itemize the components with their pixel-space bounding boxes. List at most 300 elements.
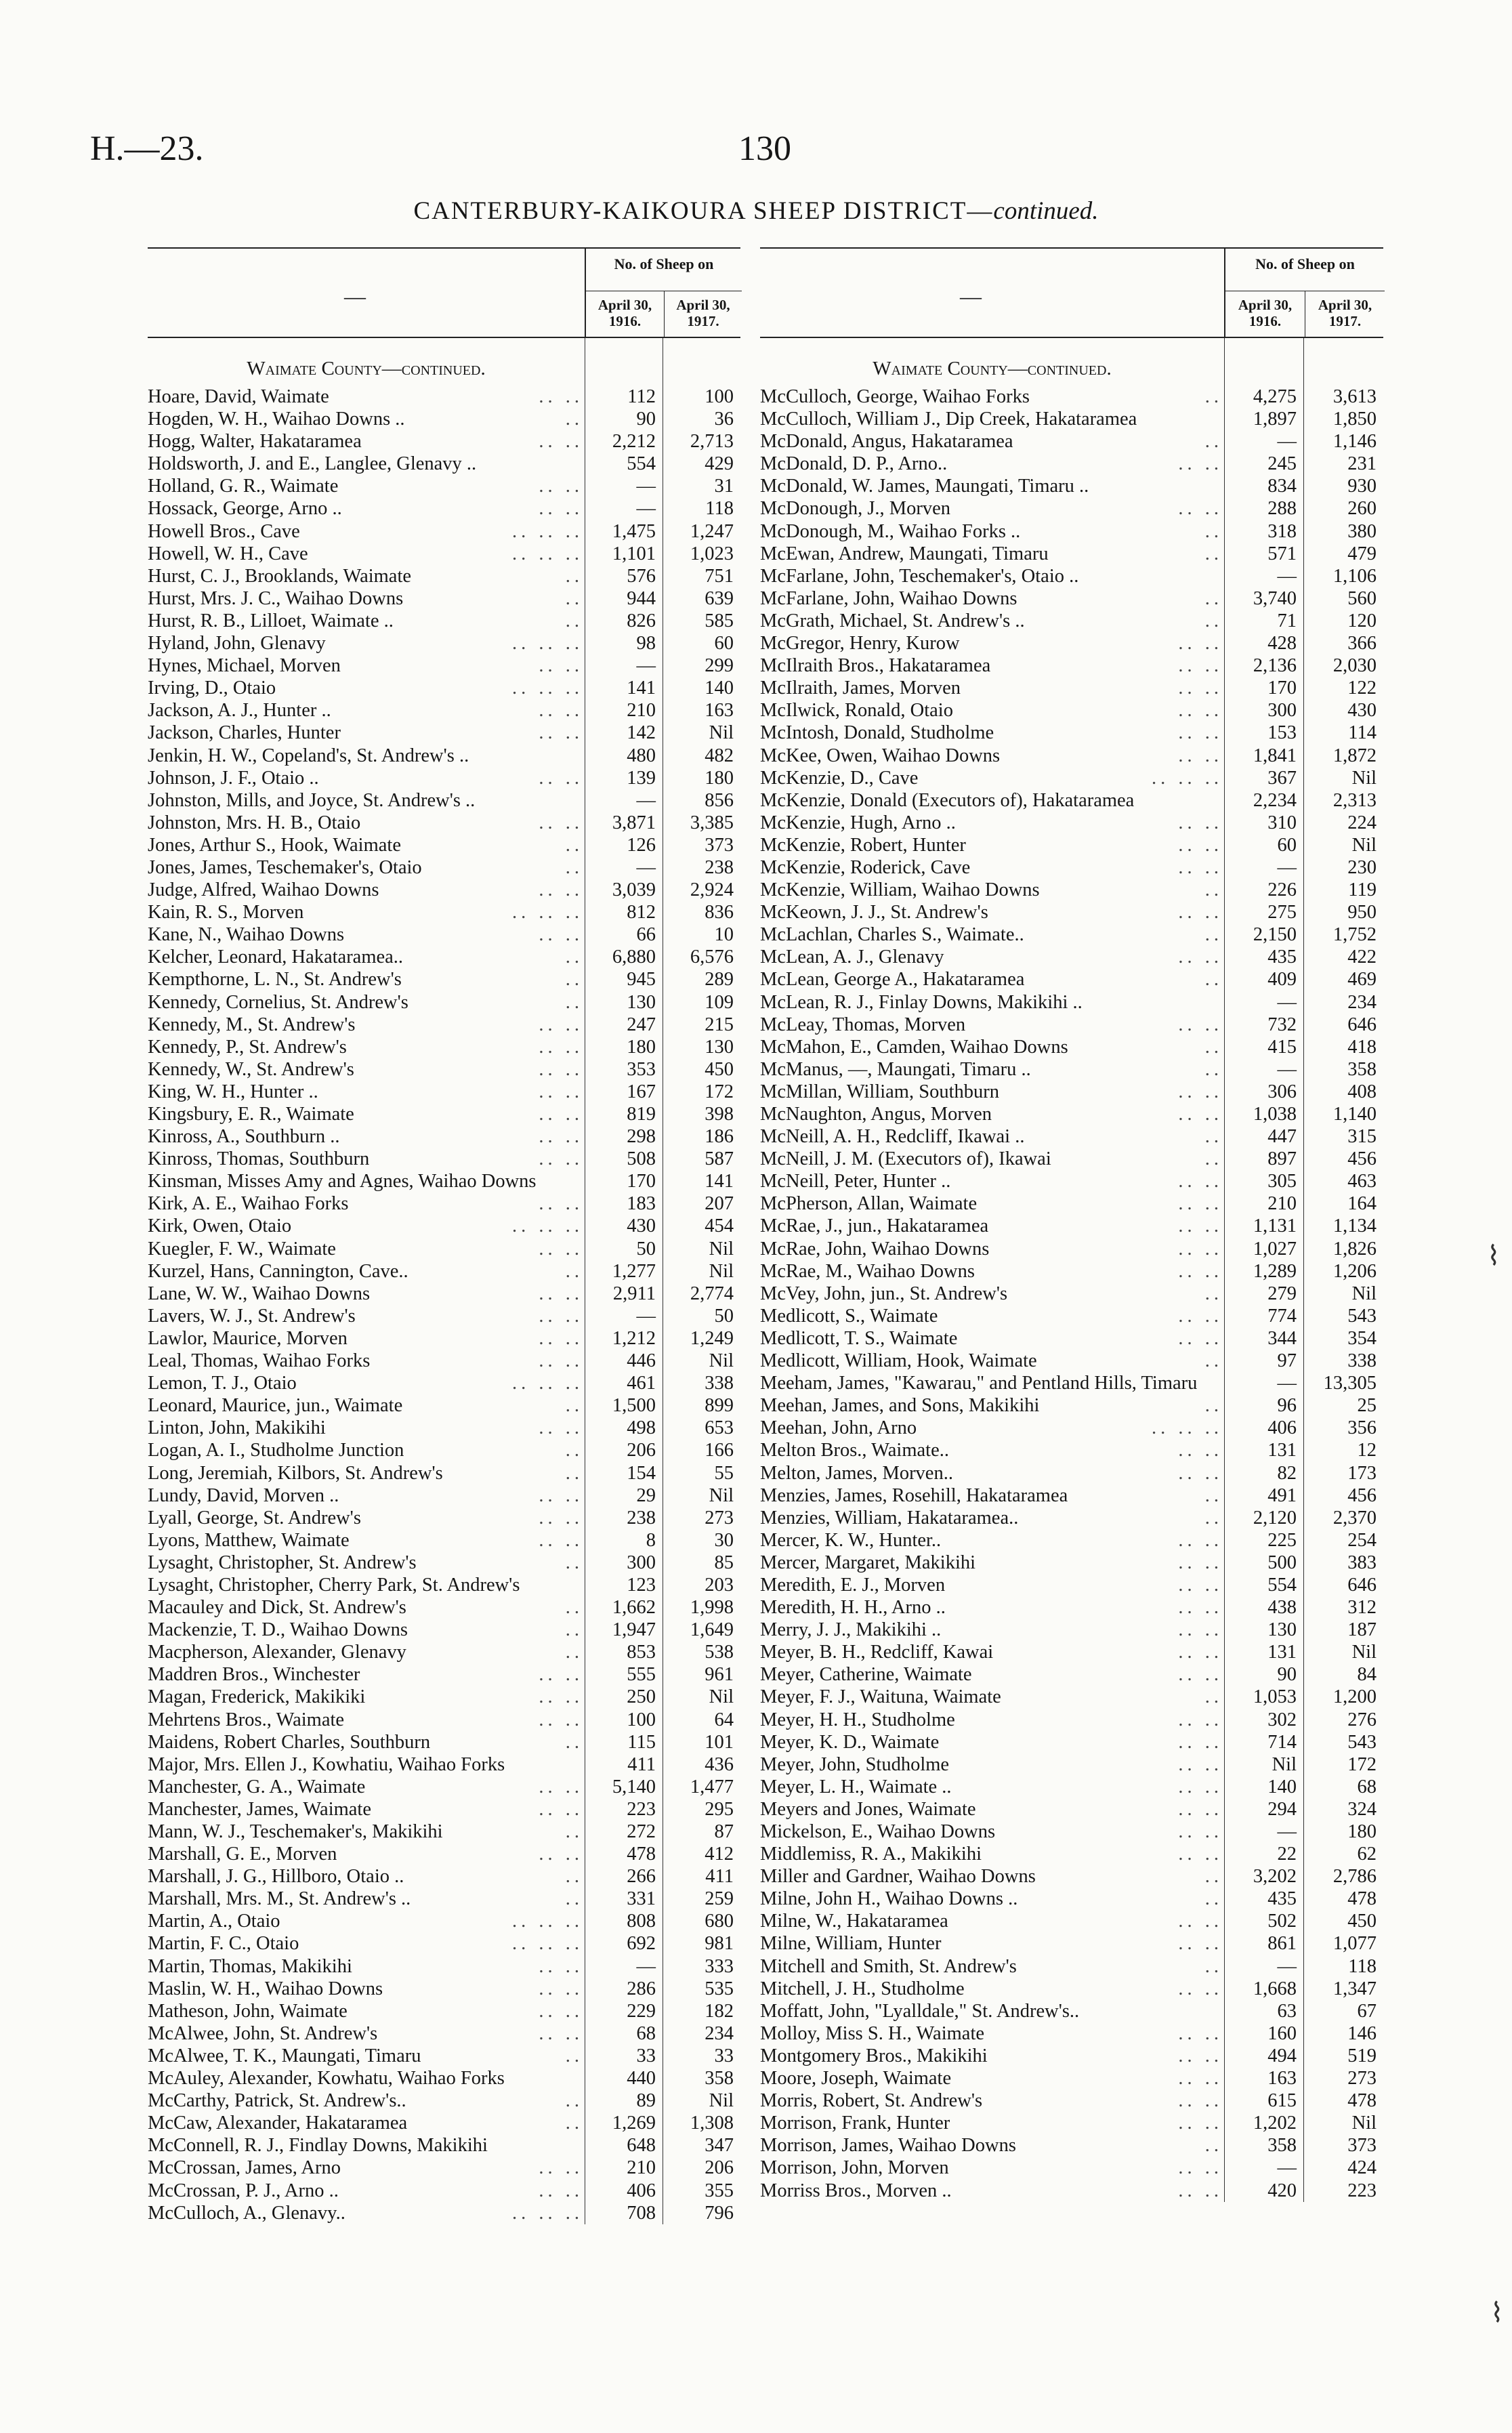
sheep-1916: 288 <box>1267 498 1297 520</box>
leader-dots: .. .. <box>536 1843 583 1865</box>
sheep-1917: 358 <box>1347 1058 1377 1080</box>
table-row <box>148 1327 740 1350</box>
sheep-1917: 436 <box>705 1753 734 1775</box>
holder-name <box>760 901 1224 923</box>
sheep-1917: 118 <box>705 498 734 520</box>
sheep-1917: 338 <box>1347 1350 1377 1372</box>
holder-name <box>148 1125 585 1148</box>
sheep-1916: 140 <box>1267 1776 1297 1797</box>
table-row <box>760 1888 1383 1910</box>
leader-dots: .. <box>1202 1148 1223 1170</box>
sheep-1916: 142 <box>627 722 656 744</box>
leader-dots: .. .. <box>1175 1439 1223 1461</box>
holder-name-text: McNaughton, Angus, Morven <box>760 1104 992 1125</box>
sheep-1916: 491 <box>1267 1484 1297 1506</box>
holder-name <box>148 1283 585 1305</box>
holder-name-text: Mercer, Margaret, Makikihi <box>760 1552 976 1573</box>
holder-name-text: Kennedy, M., St. Andrew's <box>148 1014 356 1035</box>
holder-name-text: Moore, Joseph, Waimate <box>760 2068 952 2089</box>
sheep-1916: 2,120 <box>1253 1507 1297 1529</box>
leader-dots: .. .. <box>536 2000 583 2022</box>
holder-name <box>760 2112 1224 2134</box>
sheep-1917: Nil <box>709 1484 734 1506</box>
holder-name-text: McDonald, D. P., Arno.. <box>760 453 948 475</box>
sheep-1917: 10 <box>714 924 734 946</box>
table-row <box>760 1753 1383 1776</box>
leader-dots: .. .. <box>1175 1978 1223 2000</box>
table-row <box>760 2180 1383 2202</box>
table-row <box>148 1283 740 1305</box>
sheep-1916: 692 <box>627 1933 656 1955</box>
holder-name <box>148 1238 585 1260</box>
holder-name-text: Mitchell and Smith, St. Andrew's <box>760 1955 1017 1977</box>
holder-name <box>148 1731 585 1753</box>
sheep-1916: 153 <box>1267 722 1297 744</box>
holder-name-text: Menzies, William, Hakataramea.. <box>760 1507 1019 1529</box>
leader-dots: .. .. <box>1175 1014 1223 1036</box>
table-row <box>760 1014 1383 1036</box>
table-row <box>760 991 1383 1014</box>
holder-name-text: Morriss Bros., Morven .. <box>760 2180 952 2201</box>
sheep-1917: 3,613 <box>1332 386 1377 407</box>
sheep-1917: 519 <box>1347 2045 1377 2066</box>
table-row <box>760 2089 1383 2112</box>
sheep-1917: 114 <box>1348 722 1377 744</box>
holder-name-text: Manchester, G. A., Waimate <box>148 1776 366 1797</box>
holder-name <box>760 1552 1224 1574</box>
holder-name <box>148 1036 585 1058</box>
sheep-1916: 406 <box>627 2180 656 2201</box>
holder-name <box>148 1910 585 1932</box>
left-rows <box>148 386 740 2224</box>
holder-name-text: Lemon, T. J., Otaio <box>148 1373 297 1394</box>
holder-name <box>760 1932 1224 1955</box>
sheep-1916: — <box>636 789 656 811</box>
holder-name-text: Kennedy, W., St. Andrew's <box>148 1058 354 1080</box>
col-1917-heading: April 30, 1917. <box>1305 291 1385 337</box>
report-reference: H.—23. <box>90 129 204 168</box>
sheep-1916: 819 <box>627 1104 656 1125</box>
holder-name-text: McKenzie, Donald (Executors of), Hakataramea <box>760 789 1135 811</box>
holder-name-text: Leal, Thomas, Waihao Forks <box>148 1350 371 1372</box>
holder-name-text: Kurzel, Hans, Cannington, Cave.. <box>148 1260 408 1282</box>
holder-name <box>760 430 1224 453</box>
holder-name <box>148 1888 585 1910</box>
holder-name-text: McNeill, A. H., Redcliff, Ikawai .. <box>760 1126 1025 1148</box>
holder-name <box>148 543 585 565</box>
table-row <box>760 610 1383 632</box>
table-row <box>148 1686 740 1708</box>
sheep-1916: 774 <box>1267 1305 1297 1327</box>
table-row <box>148 1619 740 1641</box>
sheep-1917: 961 <box>705 1664 734 1686</box>
sheep-1916: 461 <box>627 1373 656 1394</box>
holder-name <box>760 543 1224 565</box>
holder-name-text: Marshall, G. E., Morven <box>148 1844 337 1865</box>
sheep-1917: 166 <box>705 1440 734 1461</box>
table-row <box>148 1596 740 1619</box>
table-row <box>148 767 740 789</box>
sheep-1917: 1,106 <box>1332 565 1377 587</box>
leader-dots: .. .. .. <box>509 520 583 543</box>
table-row <box>760 767 1383 789</box>
sheep-1916: 498 <box>627 1417 656 1439</box>
holder-name <box>148 1058 585 1081</box>
sheep-1917: 36 <box>714 409 734 430</box>
holder-name <box>148 1821 585 1843</box>
table-row <box>760 1910 1383 1932</box>
sheep-1916: 732 <box>1267 1014 1297 1035</box>
sheep-1916: 250 <box>627 1686 656 1708</box>
leader-dots: .. .. <box>1175 1574 1223 1596</box>
leader-dots: .. .. <box>1175 2022 1223 2045</box>
table-row <box>148 610 740 632</box>
holder-name <box>148 520 585 543</box>
sheep-1917: 230 <box>1347 856 1377 878</box>
table-row <box>148 946 740 968</box>
holder-name-text: McNeill, J. M. (Executors of), Ikawai <box>760 1148 1051 1170</box>
right-table-header <box>760 247 1383 338</box>
leader-dots: .. .. .. <box>1149 767 1223 789</box>
sheep-1917: 186 <box>705 1126 734 1148</box>
holder-name-text: Lavers, W. J., St. Andrew's <box>148 1305 356 1327</box>
holder-name <box>760 1955 1224 1978</box>
holder-name-text: Meehan, John, Arno <box>760 1417 917 1439</box>
leader-dots: .. .. .. <box>509 901 583 923</box>
sheep-1917: 646 <box>1347 1014 1377 1035</box>
holder-name-text: Molloy, Miss S. H., Waimate <box>760 2022 985 2044</box>
table-row <box>760 2134 1383 2157</box>
holder-name <box>760 991 1224 1014</box>
holder-name-text: Kuegler, F. W., Waimate <box>148 1238 336 1260</box>
table-row <box>148 812 740 834</box>
sheep-1916: 63 <box>1277 2000 1297 2022</box>
sheep-1916: 508 <box>627 1148 656 1170</box>
leader-dots: .. .. <box>1175 946 1223 968</box>
holder-name-text: Kane, N., Waihao Downs <box>148 924 345 946</box>
holder-name-text: Hurst, Mrs. J. C., Waihao Downs <box>148 587 404 609</box>
sheep-1916: 861 <box>1267 1933 1297 1955</box>
holder-name <box>148 1574 585 1596</box>
holder-name-text: Martin, Thomas, Makikihi <box>148 1955 352 1977</box>
holder-name-text: Lysaght, Christopher, Cherry Park, St. Andrew's <box>148 1574 520 1596</box>
leader-dots: .. .. <box>536 1663 583 1686</box>
holder-name-text: Holland, G. R., Waimate <box>148 476 339 497</box>
sheep-1917: 418 <box>1347 1036 1377 1058</box>
holder-name-text: Kinross, A., Southburn .. <box>148 1126 340 1148</box>
holder-name <box>760 2045 1224 2067</box>
holder-name-text: McKenzie, Roderick, Cave <box>760 856 971 878</box>
table-row <box>760 1978 1383 2000</box>
holder-name <box>760 2134 1224 2157</box>
sheep-1916: 353 <box>627 1058 656 1080</box>
holder-name-text: Martin, A., Otaio <box>148 1911 280 1932</box>
sheep-1917: 85 <box>714 1552 734 1573</box>
sheep-1917: 2,924 <box>690 879 734 901</box>
sheep-1917: 55 <box>714 1462 734 1484</box>
sheep-1917: Nil <box>1351 1642 1377 1663</box>
leader-dots: .. <box>1202 1350 1223 1372</box>
table-row <box>148 453 740 475</box>
sheep-1916: 502 <box>1267 1911 1297 1932</box>
leader-dots: .. .. <box>1175 1529 1223 1552</box>
table-row <box>148 1955 740 1978</box>
table-row <box>148 654 740 677</box>
holder-name-text: Johnston, Mills, and Joyce, St. Andrew's .. <box>148 789 476 811</box>
holder-name-text: McCulloch, George, Waihao Forks <box>760 386 1030 407</box>
sheep-1916: 430 <box>627 1215 656 1237</box>
holder-name <box>148 946 585 968</box>
sheep-1917: 224 <box>1347 812 1377 833</box>
table-row <box>760 1731 1383 1753</box>
holder-name-text: Meyer, H. H., Studholme <box>760 1709 955 1730</box>
leader-dots: .. .. <box>536 1529 583 1552</box>
leader-dots: .. .. <box>536 1238 583 1260</box>
leader-dots: .. .. <box>536 654 583 677</box>
table-row <box>760 1798 1383 1821</box>
table-row <box>148 1305 740 1327</box>
holder-name-text: McKenzie, William, Waihao Downs <box>760 879 1040 901</box>
holder-name <box>148 1305 585 1327</box>
sheep-1916: 82 <box>1277 1462 1297 1484</box>
holder-name <box>148 408 585 430</box>
holder-name-text: Mann, W. J., Teschemaker's, Makikihi <box>148 1821 443 1842</box>
sheep-1917: 180 <box>705 767 734 789</box>
leader-dots: .. .. <box>536 923 583 946</box>
holder-name-text: Hurst, R. B., Lilloet, Waimate .. <box>148 610 394 631</box>
sheep-1917: 366 <box>1347 633 1377 654</box>
sheep-1916: — <box>1277 1821 1297 1842</box>
sheep-1916: 438 <box>1267 1597 1297 1619</box>
holder-name <box>760 1058 1224 1081</box>
sheep-1917: 315 <box>1347 1126 1377 1148</box>
right-sheep-count-header <box>1224 249 1385 337</box>
sheep-1917: 1,140 <box>1332 1104 1377 1125</box>
sheep-1916: 50 <box>636 1238 656 1260</box>
sheep-1917: 543 <box>1347 1731 1377 1753</box>
holder-name <box>760 2000 1224 2022</box>
sheep-1917: 12 <box>1357 1440 1377 1461</box>
sheep-1917: 120 <box>1347 610 1377 631</box>
sheep-count-heading: No. of Sheep on <box>1255 255 1355 272</box>
leader-dots: .. .. .. <box>509 1215 583 1237</box>
table-row <box>760 1170 1383 1192</box>
holder-name-text: McLean, A. J., Glenavy <box>760 947 944 968</box>
leader-dots: .. <box>563 610 583 632</box>
table-row <box>148 2112 740 2134</box>
sheep-1917: 543 <box>1347 1305 1377 1327</box>
sheep-1917: 479 <box>1347 543 1377 564</box>
leader-dots: .. .. .. <box>509 1932 583 1955</box>
holder-name <box>148 1148 585 1170</box>
holder-name <box>148 1776 585 1798</box>
sheep-1916: 3,039 <box>612 879 656 901</box>
table-row <box>148 1641 740 1663</box>
sheep-1917: Nil <box>1351 1283 1377 1304</box>
table-row <box>760 1843 1383 1865</box>
holder-name-text: McFarlane, John, Waihao Downs <box>760 587 1017 609</box>
holder-name <box>148 1686 585 1708</box>
sheep-1916: 367 <box>1267 767 1297 789</box>
table-row <box>148 1036 740 1058</box>
holder-name-text: McRae, John, Waihao Downs <box>760 1238 990 1260</box>
leader-dots: .. .. <box>1175 497 1223 520</box>
table-row <box>148 2045 740 2067</box>
sheep-1916: 130 <box>1267 1619 1297 1641</box>
table-row <box>760 520 1383 543</box>
holder-name-text: Marshall, Mrs. M., St. Andrew's .. <box>148 1888 411 1910</box>
holder-name-text: Maddren Bros., Winchester <box>148 1664 360 1686</box>
leader-dots: .. .. <box>1175 1103 1223 1125</box>
holder-name-text: McFarlane, John, Teschemaker's, Otaio .. <box>760 565 1079 587</box>
leader-dots: .. .. <box>536 386 583 408</box>
holder-name-text: Judge, Alfred, Waihao Downs <box>148 879 379 901</box>
table-row <box>148 1865 740 1888</box>
table-row <box>760 1955 1383 1978</box>
holder-name-text: McCrossan, P. J., Arno .. <box>148 2180 339 2201</box>
holder-name-text: Meredith, H. H., Arno .. <box>760 1597 946 1619</box>
sheep-1917: 1,200 <box>1332 1686 1377 1708</box>
sheep-1916: 1,101 <box>612 543 656 564</box>
holder-name-text: Jackson, Charles, Hunter <box>148 722 341 744</box>
table-row <box>760 430 1383 453</box>
leader-dots: .. .. <box>536 1955 583 1978</box>
sheep-1916: 358 <box>1267 2135 1297 2157</box>
holder-name-text: Howell, W. H., Cave <box>148 543 308 564</box>
table-row <box>760 1776 1383 1798</box>
leader-dots: .. <box>563 2045 583 2067</box>
holder-name <box>760 699 1224 722</box>
holder-name <box>148 991 585 1014</box>
leader-dots: .. <box>1202 430 1223 453</box>
leader-dots: .. <box>563 834 583 856</box>
sheep-1917: 109 <box>705 991 734 1013</box>
sheep-1916: — <box>1277 991 1297 1013</box>
holder-name <box>148 1619 585 1641</box>
table-row <box>760 722 1383 744</box>
leader-dots: .. <box>1202 923 1223 946</box>
holder-name-text: Melton Bros., Waimate.. <box>760 1440 949 1461</box>
holder-name-text: Milne, W., Hakataramea <box>760 1911 948 1932</box>
sheep-1917: 146 <box>1347 2022 1377 2044</box>
holder-name-text: Major, Mrs. Ellen J., Kowhatiu, Waihao Forks <box>148 1753 505 1775</box>
holder-name <box>760 812 1224 834</box>
holder-name <box>148 1215 585 1237</box>
sheep-1916: — <box>636 1955 656 1977</box>
sheep-1917: 234 <box>1347 991 1377 1013</box>
leader-dots: .. <box>563 565 583 587</box>
table-row <box>148 1148 740 1170</box>
sheep-1917: 3,385 <box>690 812 734 833</box>
table-row <box>148 722 740 744</box>
table-row <box>148 991 740 1014</box>
leader-dots: .. .. <box>536 430 583 453</box>
leader-dots: .. <box>563 2112 583 2134</box>
holder-name-text: Lane, W. W., Waihao Downs <box>148 1283 371 1304</box>
leader-dots: .. <box>1202 1394 1223 1417</box>
holder-name-text: McLeay, Thomas, Morven <box>760 1014 966 1035</box>
sheep-1917: 187 <box>1347 1619 1377 1641</box>
leader-dots: .. .. <box>536 1798 583 1821</box>
holder-name-text: Kinsman, Misses Amy and Agnes, Waihao Downs <box>148 1171 537 1192</box>
sheep-1916: 808 <box>627 1911 656 1932</box>
sheep-1917: 163 <box>705 700 734 722</box>
holder-name <box>760 1462 1224 1484</box>
table-row <box>760 1081 1383 1103</box>
margin-mark: ⌇ <box>1487 1241 1500 1271</box>
sheep-1917: 173 <box>1347 1462 1377 1484</box>
table-row <box>760 1865 1383 1888</box>
sheep-1916: 206 <box>627 1440 656 1461</box>
table-row <box>760 2067 1383 2089</box>
holder-name-text: Kennedy, P., St. Andrew's <box>148 1036 347 1058</box>
holder-name <box>148 879 585 901</box>
sheep-1916: 944 <box>627 587 656 609</box>
sheep-1917: 50 <box>714 1305 734 1327</box>
holder-name <box>148 1014 585 1036</box>
leader-dots: .. .. <box>536 1283 583 1305</box>
table-row <box>148 1821 740 1843</box>
sheep-1916: 100 <box>627 1709 656 1730</box>
sheep-1916: 300 <box>1267 700 1297 722</box>
sheep-1916: — <box>1277 1373 1297 1394</box>
holder-name <box>760 789 1224 812</box>
sheep-1916: 4,275 <box>1253 386 1297 407</box>
sheep-1917: 380 <box>1347 520 1377 542</box>
leader-dots: .. .. <box>536 1978 583 2000</box>
sheep-1917: 87 <box>714 1821 734 1842</box>
table-row <box>760 497 1383 520</box>
table-row <box>148 1081 740 1103</box>
holder-name-text: McCulloch, William J., Dip Creek, Hakataramea <box>760 409 1137 430</box>
holder-name <box>760 677 1224 699</box>
leader-dots: .. .. <box>536 879 583 901</box>
table-row <box>760 1552 1383 1574</box>
table-row <box>760 543 1383 565</box>
sheep-1917: 1,649 <box>690 1619 734 1641</box>
holder-name-text: Morrison, James, Waihao Downs <box>760 2135 1016 2157</box>
sheep-1917: 1,146 <box>1332 431 1377 453</box>
holder-name <box>760 1394 1224 1417</box>
sheep-1916: 1,289 <box>1253 1260 1297 1282</box>
leader-dots: .. <box>563 946 583 968</box>
sheep-1916: 2,234 <box>1253 789 1297 811</box>
sheep-1917: 639 <box>705 587 734 609</box>
holder-name <box>760 587 1224 610</box>
leader-dots: .. .. <box>536 497 583 520</box>
holder-name-text: Linton, John, Makikihi <box>148 1417 326 1439</box>
holder-name-text: Irving, D., Otaio <box>148 678 276 699</box>
sheep-1917: Nil <box>709 722 734 744</box>
leader-dots: .. <box>1202 2134 1223 2157</box>
leader-dots: .. .. <box>1175 2157 1223 2179</box>
leader-dots: .. .. <box>1175 1753 1223 1776</box>
sheep-1917: 324 <box>1347 1798 1377 1820</box>
holder-name <box>148 1753 585 1776</box>
leader-dots: .. .. <box>1175 2112 1223 2134</box>
table-row <box>148 1552 740 1574</box>
leader-dots: .. <box>563 1619 583 1641</box>
leader-dots: .. <box>563 991 583 1014</box>
leader-dots: .. .. <box>1175 1327 1223 1350</box>
sheep-1917: Nil <box>1351 834 1377 856</box>
sheep-1917: 182 <box>705 2000 734 2022</box>
sheep-1917: 333 <box>705 1955 734 1977</box>
sheep-1917: 30 <box>714 1529 734 1551</box>
sheep-1916: 615 <box>1267 2090 1297 2112</box>
sheep-1916: 139 <box>627 767 656 789</box>
table-row <box>760 453 1383 475</box>
